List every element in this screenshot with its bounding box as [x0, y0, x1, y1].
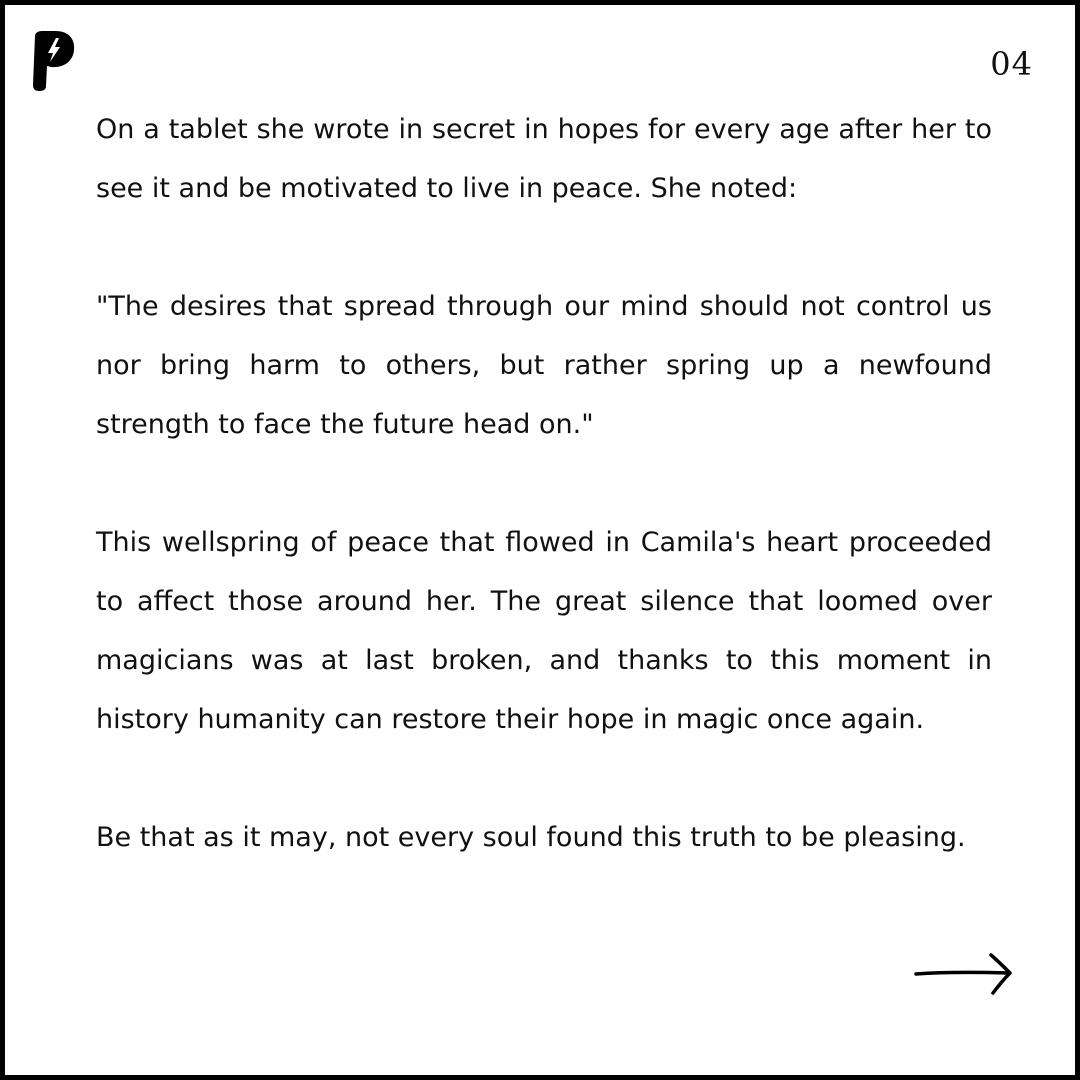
- story-text: [96, 100, 992, 867]
- paragraph-4: Be that as it may, not every soul found this truth to be pleasing.: [96, 822, 966, 853]
- page-number: 04: [990, 45, 1033, 83]
- paragraph-2-quote: "The desires that spread through our mind should not control us nor bring harm to others, but rather spring up a newfound strength to face the future head on.": [96, 291, 992, 440]
- brand-logo-icon: [29, 30, 77, 92]
- paragraph-1: On a tablet she wrote in secret in hopes for every age after her to see it and be motivated to live in peace. She noted:: [96, 114, 992, 204]
- arrow-right-icon[interactable]: [913, 949, 1015, 997]
- paragraph-3: This wellspring of peace that flowed in Camila's heart proceeded to affect those around her. The great silence that loomed over magicians was at last broken, and thanks to this moment in history humanity can restore their hope in magic once again.: [96, 527, 992, 735]
